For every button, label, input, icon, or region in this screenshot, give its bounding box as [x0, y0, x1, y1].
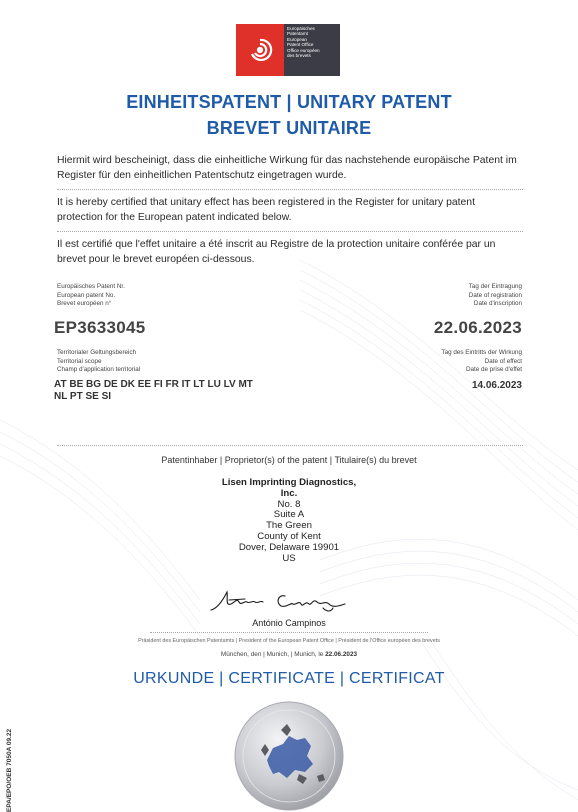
- scope-label: [57, 349, 140, 375]
- epo-logo-text: [284, 24, 340, 76]
- label-line: Date de prise d'effet: [465, 366, 522, 374]
- label-line: Territorial scope: [57, 357, 102, 365]
- label-line: Tag der Eintragung: [468, 283, 522, 290]
- page-subtitle: BREVET UNITAIRE: [206, 118, 372, 138]
- scope-line: NL PT SE SI: [54, 390, 112, 402]
- proprietor-name: Inc.: [280, 487, 298, 499]
- label-line: Date of registration: [468, 291, 522, 299]
- label-line: Champ d'application territorial: [57, 366, 141, 374]
- label-line: Europäisches Patent Nr.: [57, 283, 125, 290]
- effect-date: 14.06.2023: [471, 380, 522, 391]
- scope-line: AT BE BG DE DK EE FI FR IT LT LU LV MT: [54, 379, 253, 390]
- address-line: The Green: [266, 520, 312, 532]
- logo-line: European: [287, 36, 307, 42]
- logo-line: Patent Office: [287, 42, 314, 48]
- divider: [57, 231, 523, 232]
- place-date: [0, 651, 578, 658]
- epo-logo: [236, 24, 340, 76]
- place-text: München, den | Munich, | Munich, le: [220, 651, 324, 658]
- registration-date: 22.06.2023: [433, 318, 522, 337]
- effect-label: [442, 349, 523, 375]
- signature: [205, 586, 365, 616]
- label-line: Brevet européen n°: [57, 300, 112, 308]
- epo-logo-mark: [236, 24, 284, 76]
- signatory-title: Präsident des Europäischen Patentamts | President of the European Patent Office | Président de l'Office européen des brevets: [138, 638, 440, 644]
- eu-map-seal-icon: [233, 700, 345, 812]
- divider: [150, 632, 428, 633]
- patent-no-label: [57, 283, 125, 309]
- address-line: Dover, Delaware 19901: [238, 541, 340, 553]
- proprietor-name: Lisen Imprinting Diagnostics,: [221, 477, 357, 488]
- proprietor-heading: Patentinhaber | Proprietor(s) of the patent | Titulaire(s) du brevet: [161, 455, 417, 465]
- divider: [57, 445, 523, 446]
- proprietor-address: [209, 478, 369, 564]
- label-line: Date d'inscription: [473, 300, 522, 308]
- logo-line: Office européen: [287, 47, 320, 53]
- label-line: Tag des Eintritts der Wirkung: [441, 349, 522, 356]
- logo-line: Europäisches: [287, 26, 315, 31]
- divider: [57, 189, 523, 190]
- address-line: US: [282, 552, 296, 564]
- logo-line: Patentamt: [287, 31, 308, 37]
- registration-label: [469, 283, 522, 309]
- place-date-value: 22.06.2023: [325, 651, 358, 658]
- logo-line: des brevets: [287, 53, 311, 59]
- page-title: EINHEITSPATENT | UNITARY PATENT: [126, 92, 452, 112]
- label-line: Date of effect: [484, 357, 522, 365]
- certificate-label: URKUNDE | CERTIFICATE | CERTIFICAT: [133, 670, 445, 687]
- signatory-name: António Campinos: [252, 618, 326, 628]
- statement-de: Hiermit wird bescheinigt, dass die einheitliche Wirkung für das nachstehende europäische Patent im Register für den einheitlichen Patentschutz eingetragen wurde.: [57, 155, 517, 181]
- patent-number: EP3633045: [54, 318, 146, 337]
- address-line: No. 8: [277, 498, 301, 510]
- label-line: European patent No.: [57, 291, 116, 299]
- form-code: EPA/EPO/OEB 7050A 09.22: [6, 728, 13, 812]
- address-line: Suite A: [273, 509, 305, 521]
- territorial-scope: [54, 379, 354, 402]
- statement-en: It is hereby certified that unitary effect has been registered in the Register for unitary patent protection for the European patent indicated below.: [57, 197, 475, 223]
- address-line: County of Kent: [257, 530, 321, 542]
- label-line: Territorialer Geltungsbereich: [57, 349, 137, 356]
- statement-fr: Il est certifié que l'effet unitaire a été inscrit au Registre de la protection unitaire conférée par un brevet pour le brevet européen ci-dessous.: [57, 239, 496, 265]
